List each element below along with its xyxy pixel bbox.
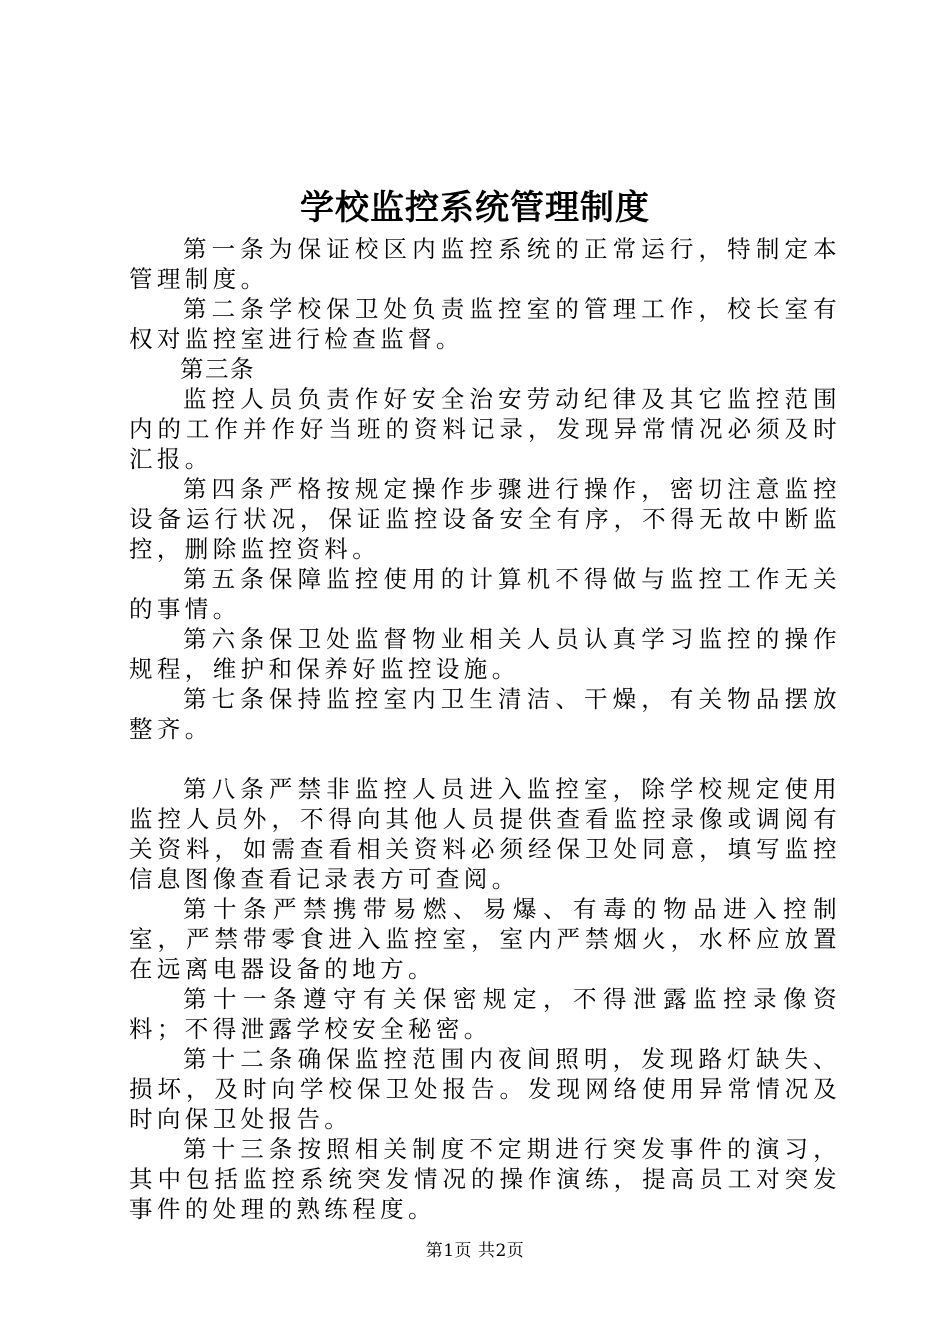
article-5-paragraph: 第五条保障监控使用的计算机不得做与监控工作无关的事情。 — [129, 565, 841, 623]
article-1-paragraph: 第一条为保证校区内监控系统的正常运行，特制定本管理制度。 — [129, 235, 841, 293]
article-7-paragraph: 第七条保持监控室内卫生清洁、干燥，有关物品摆放整齐。 — [129, 685, 841, 743]
article-4-paragraph: 第四条严格按规定操作步骤进行操作，密切注意监控设备运行状况，保证监控设备安全有序，不得无故中断监控，删除监控资料。 — [129, 475, 841, 563]
article-11-paragraph: 第十一条遵守有关保密规定，不得泄露监控录像资料；不得泄露学校安全秘密。 — [129, 985, 841, 1043]
document-body — [129, 234, 841, 1224]
article-8-paragraph: 第八条严禁非监控人员进入监控室，除学校规定使用监控人员外，不得向其他人员提供查看监控录像或调阅有关资料，如需查看相关资料必须经保卫处同意，填写监控信息图像查看记录表方可查阅。 — [129, 775, 841, 893]
article-13-paragraph: 第十三条按照相关制度不定期进行突发事件的演习，其中包括监控系统突发情况的操作演练，提高员工对突发事件的处理的熟练程度。 — [129, 1135, 841, 1223]
document-title: 学校监控系统管理制度 — [300, 188, 650, 228]
article-3-paragraph: 监控人员负责作好安全治安劳动纪律及其它监控范围内的工作并作好当班的资料记录，发现异常情况必须及时汇报。 — [129, 385, 841, 473]
article-2-paragraph: 第二条学校保卫处负责监控室的管理工作，校长室有权对监控室进行检查监督。 — [129, 295, 841, 353]
page-number-footer: 第1页 共2页 — [425, 1241, 525, 1261]
article-10-paragraph: 第十条严禁携带易燃、易爆、有毒的物品进入控制室，严禁带零食进入监控室，室内严禁烟火，水杯应放置在远离电器设备的地方。 — [129, 895, 841, 983]
article-3-heading: 第三条 — [180, 355, 255, 383]
article-12-paragraph: 第十二条确保监控范围内夜间照明，发现路灯缺失、损坏，及时向学校保卫处报告。发现网络使用异常情况及时向保卫处报告。 — [129, 1045, 841, 1133]
article-6-paragraph: 第六条保卫处监督物业相关人员认真学习监控的操作规程，维护和保养好监控设施。 — [129, 625, 841, 683]
